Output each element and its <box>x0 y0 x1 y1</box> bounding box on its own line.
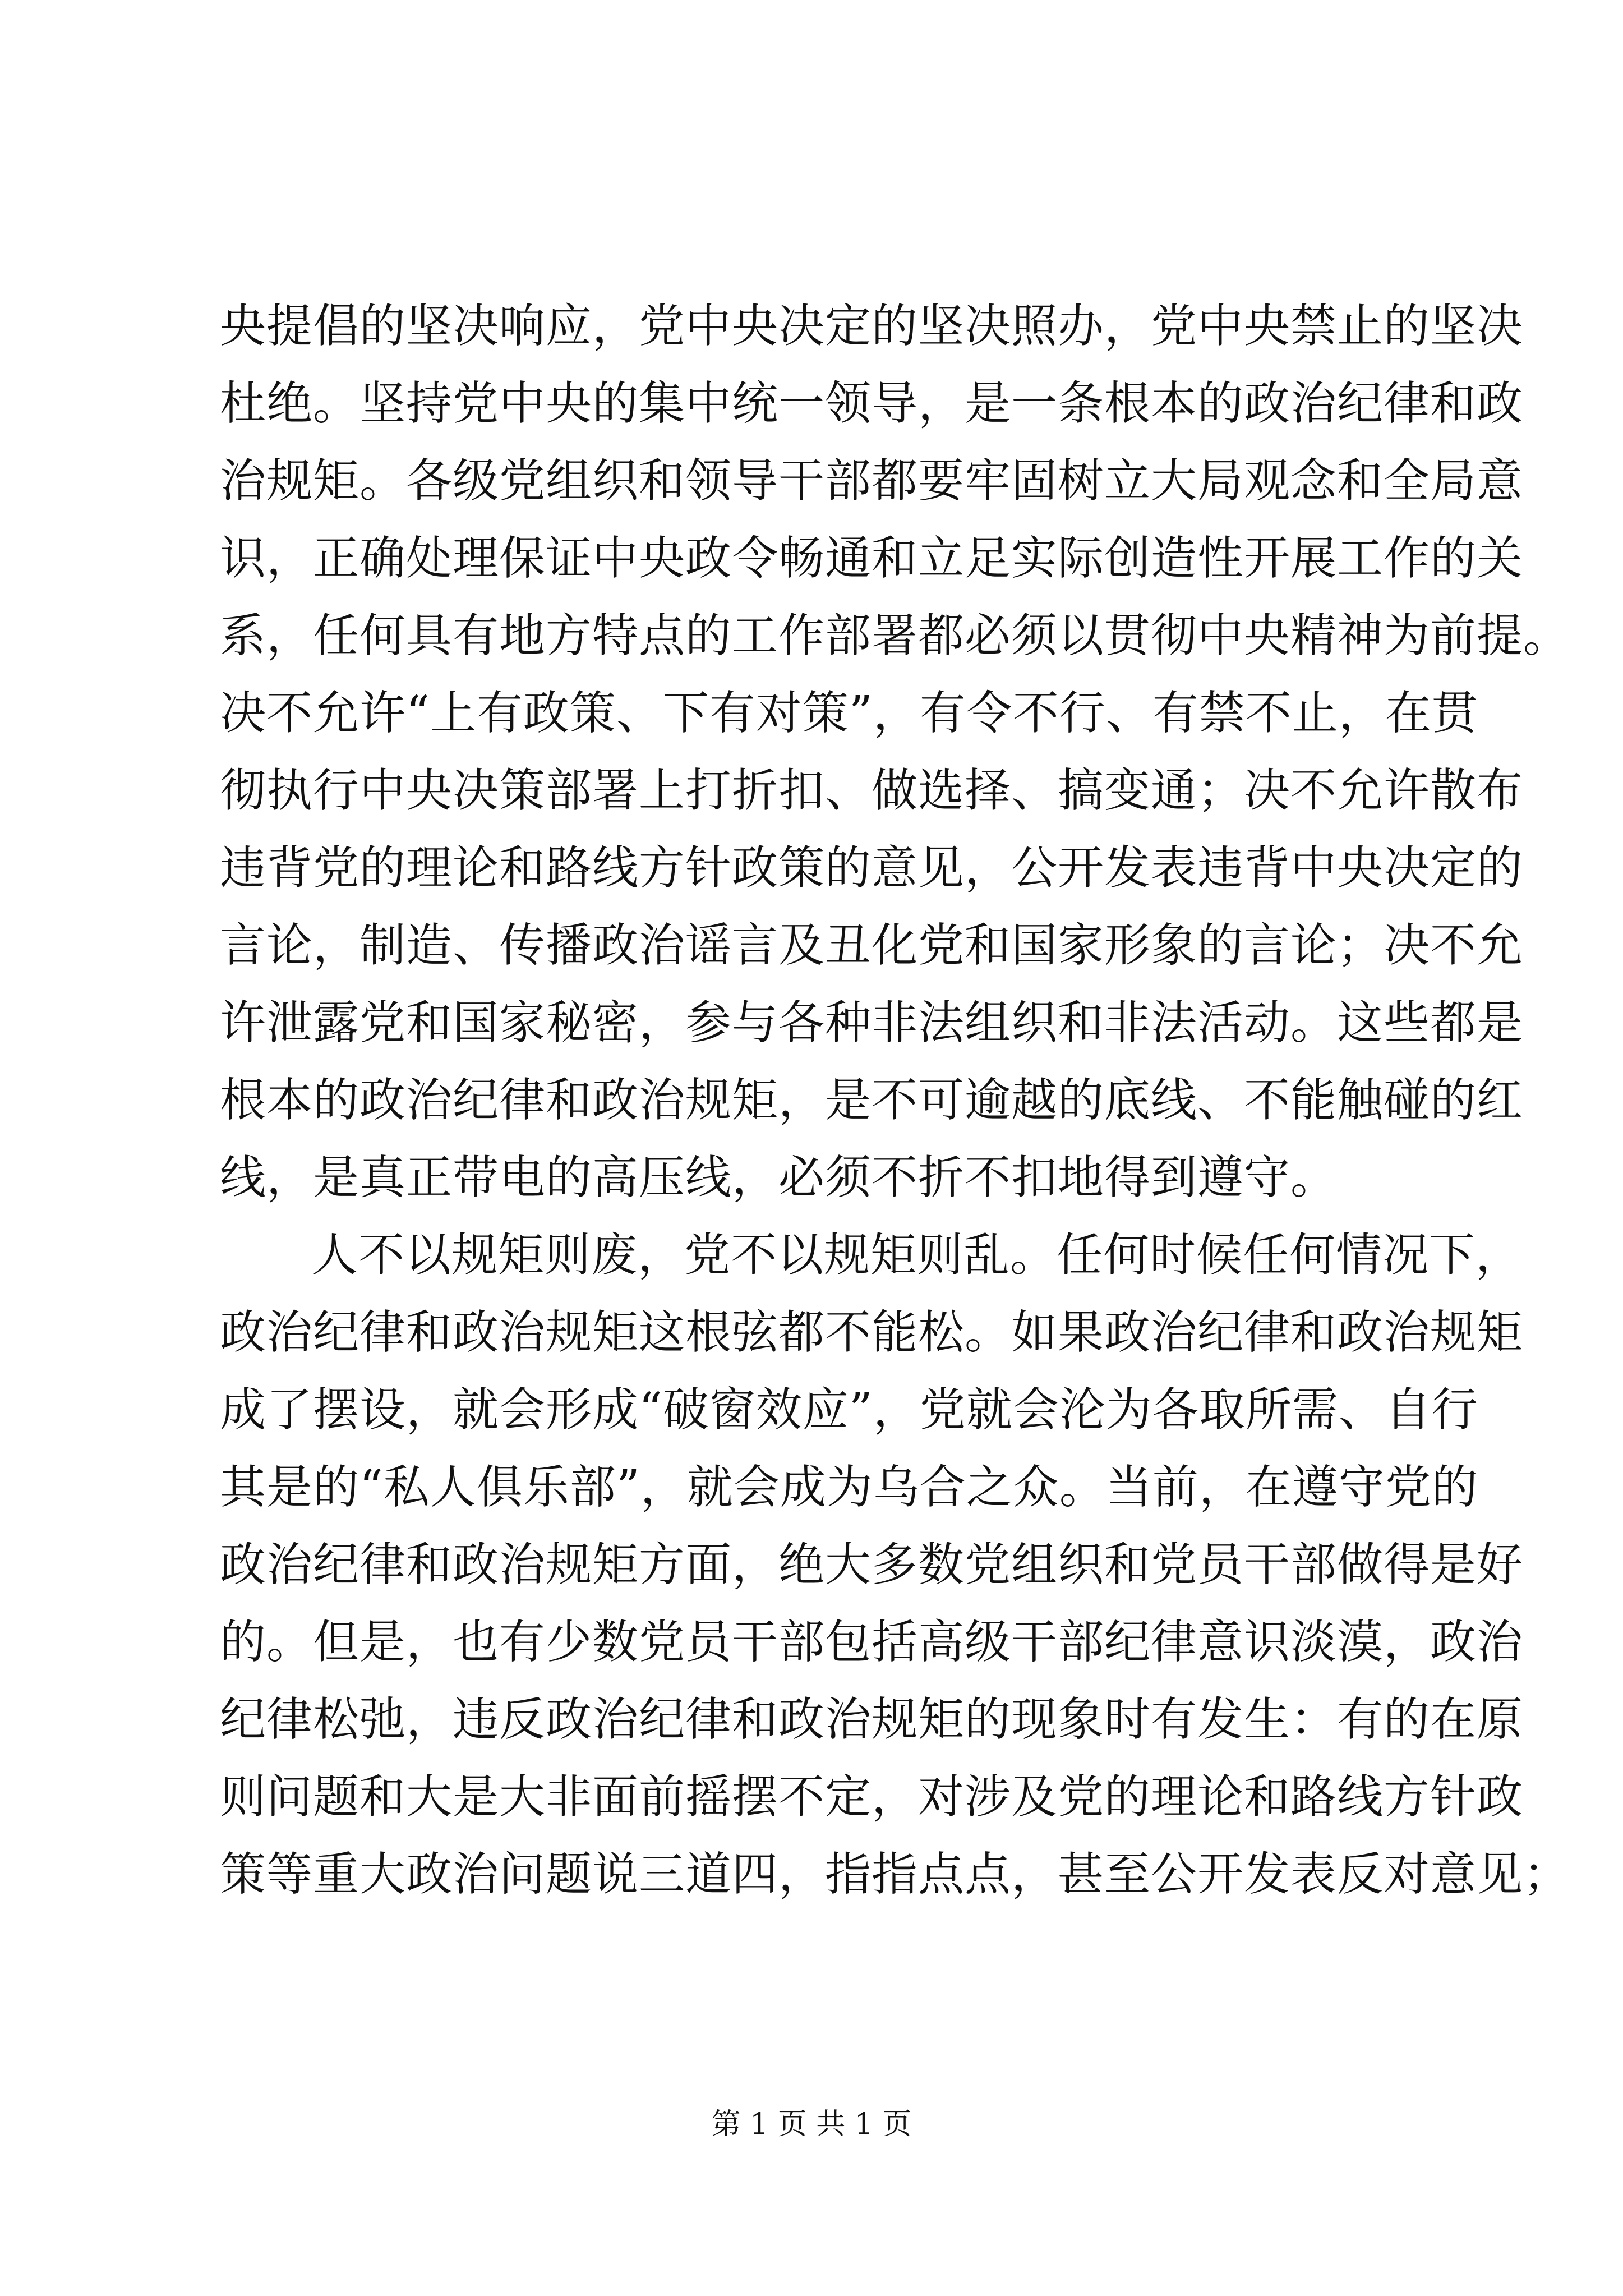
text-line-9: 言论，制造、传播政治谣言及丑化党和国家形象的言论；决不允 <box>220 919 1524 972</box>
text-line-16: 其是的“私人俱乐部”，就会成为乌合之众。当前，在遵守党的 <box>220 1461 1478 1514</box>
text-line-1: 央提倡的坚决响应，党中央决定的坚决照办，党中央禁止的坚决 <box>220 300 1524 353</box>
text-line-15: 成了摆设，就会形成“破窗效应”，党就会沦为各取所需、自行 <box>220 1383 1478 1437</box>
page-number-label: 第 1 页 共 1 页 <box>711 2108 912 2141</box>
text-line-8: 违背党的理论和路线方针政策的意见，公开发表违背中央决定的 <box>220 841 1524 895</box>
text-line-21: 策等重大政治问题说三道四，指指点点，甚至公开发表反对意见； <box>220 1848 1570 1901</box>
text-line-14: 政治纪律和政治规矩这根弦都不能松。如果政治纪律和政治规矩 <box>220 1306 1524 1359</box>
text-line-20: 则问题和大是大非面前摇摆不定，对涉及党的理论和路线方针政 <box>220 1770 1524 1824</box>
text-line-10: 许泄露党和国家秘密，参与各种非法组织和非法活动。这些都是 <box>220 996 1524 1050</box>
text-line-7: 彻执行中央决策部署上打折扣、做选择、搞变通；决不允许散布 <box>220 764 1524 817</box>
text-line-5: 系，任何具有地方特点的工作部署都必须以贯彻中央精神为前提。 <box>220 609 1570 662</box>
text-line-19: 纪律松弛，违反政治纪律和政治规矩的现象时有发生：有的在原 <box>220 1693 1524 1746</box>
text-line-11: 根本的政治纪律和政治规矩，是不可逾越的底线、不能触碰的红 <box>220 1074 1524 1127</box>
document-body <box>220 288 1570 1913</box>
text-line-12: 线，是真正带电的高压线，必须不折不扣地得到遵守。 <box>220 1151 1338 1204</box>
page-footer <box>0 2106 1623 2142</box>
text-line-2: 杜绝。坚持党中央的集中统一领导，是一条根本的政治纪律和政 <box>220 377 1524 430</box>
text-line-18: 的。但是，也有少数党员干部包括高级干部纪律意识淡漠，政治 <box>220 1616 1524 1669</box>
text-line-3: 治规矩。各级党组织和领导干部都要牢固树立大局观念和全局意 <box>220 454 1524 508</box>
text-line-13: 人不以规矩则废，党不以规矩则乱。任何时候任何情况下， <box>312 1228 1523 1282</box>
text-line-17: 政治纪律和政治规矩方面，绝大多数党组织和党员干部做得是好 <box>220 1538 1524 1591</box>
text-line-6: 决不允许“上有政策、下有对策”，有令不行、有禁不止，在贯 <box>220 687 1478 740</box>
text-line-4: 识，正确处理保证中央政令畅通和立足实际创造性开展工作的关 <box>220 532 1524 585</box>
